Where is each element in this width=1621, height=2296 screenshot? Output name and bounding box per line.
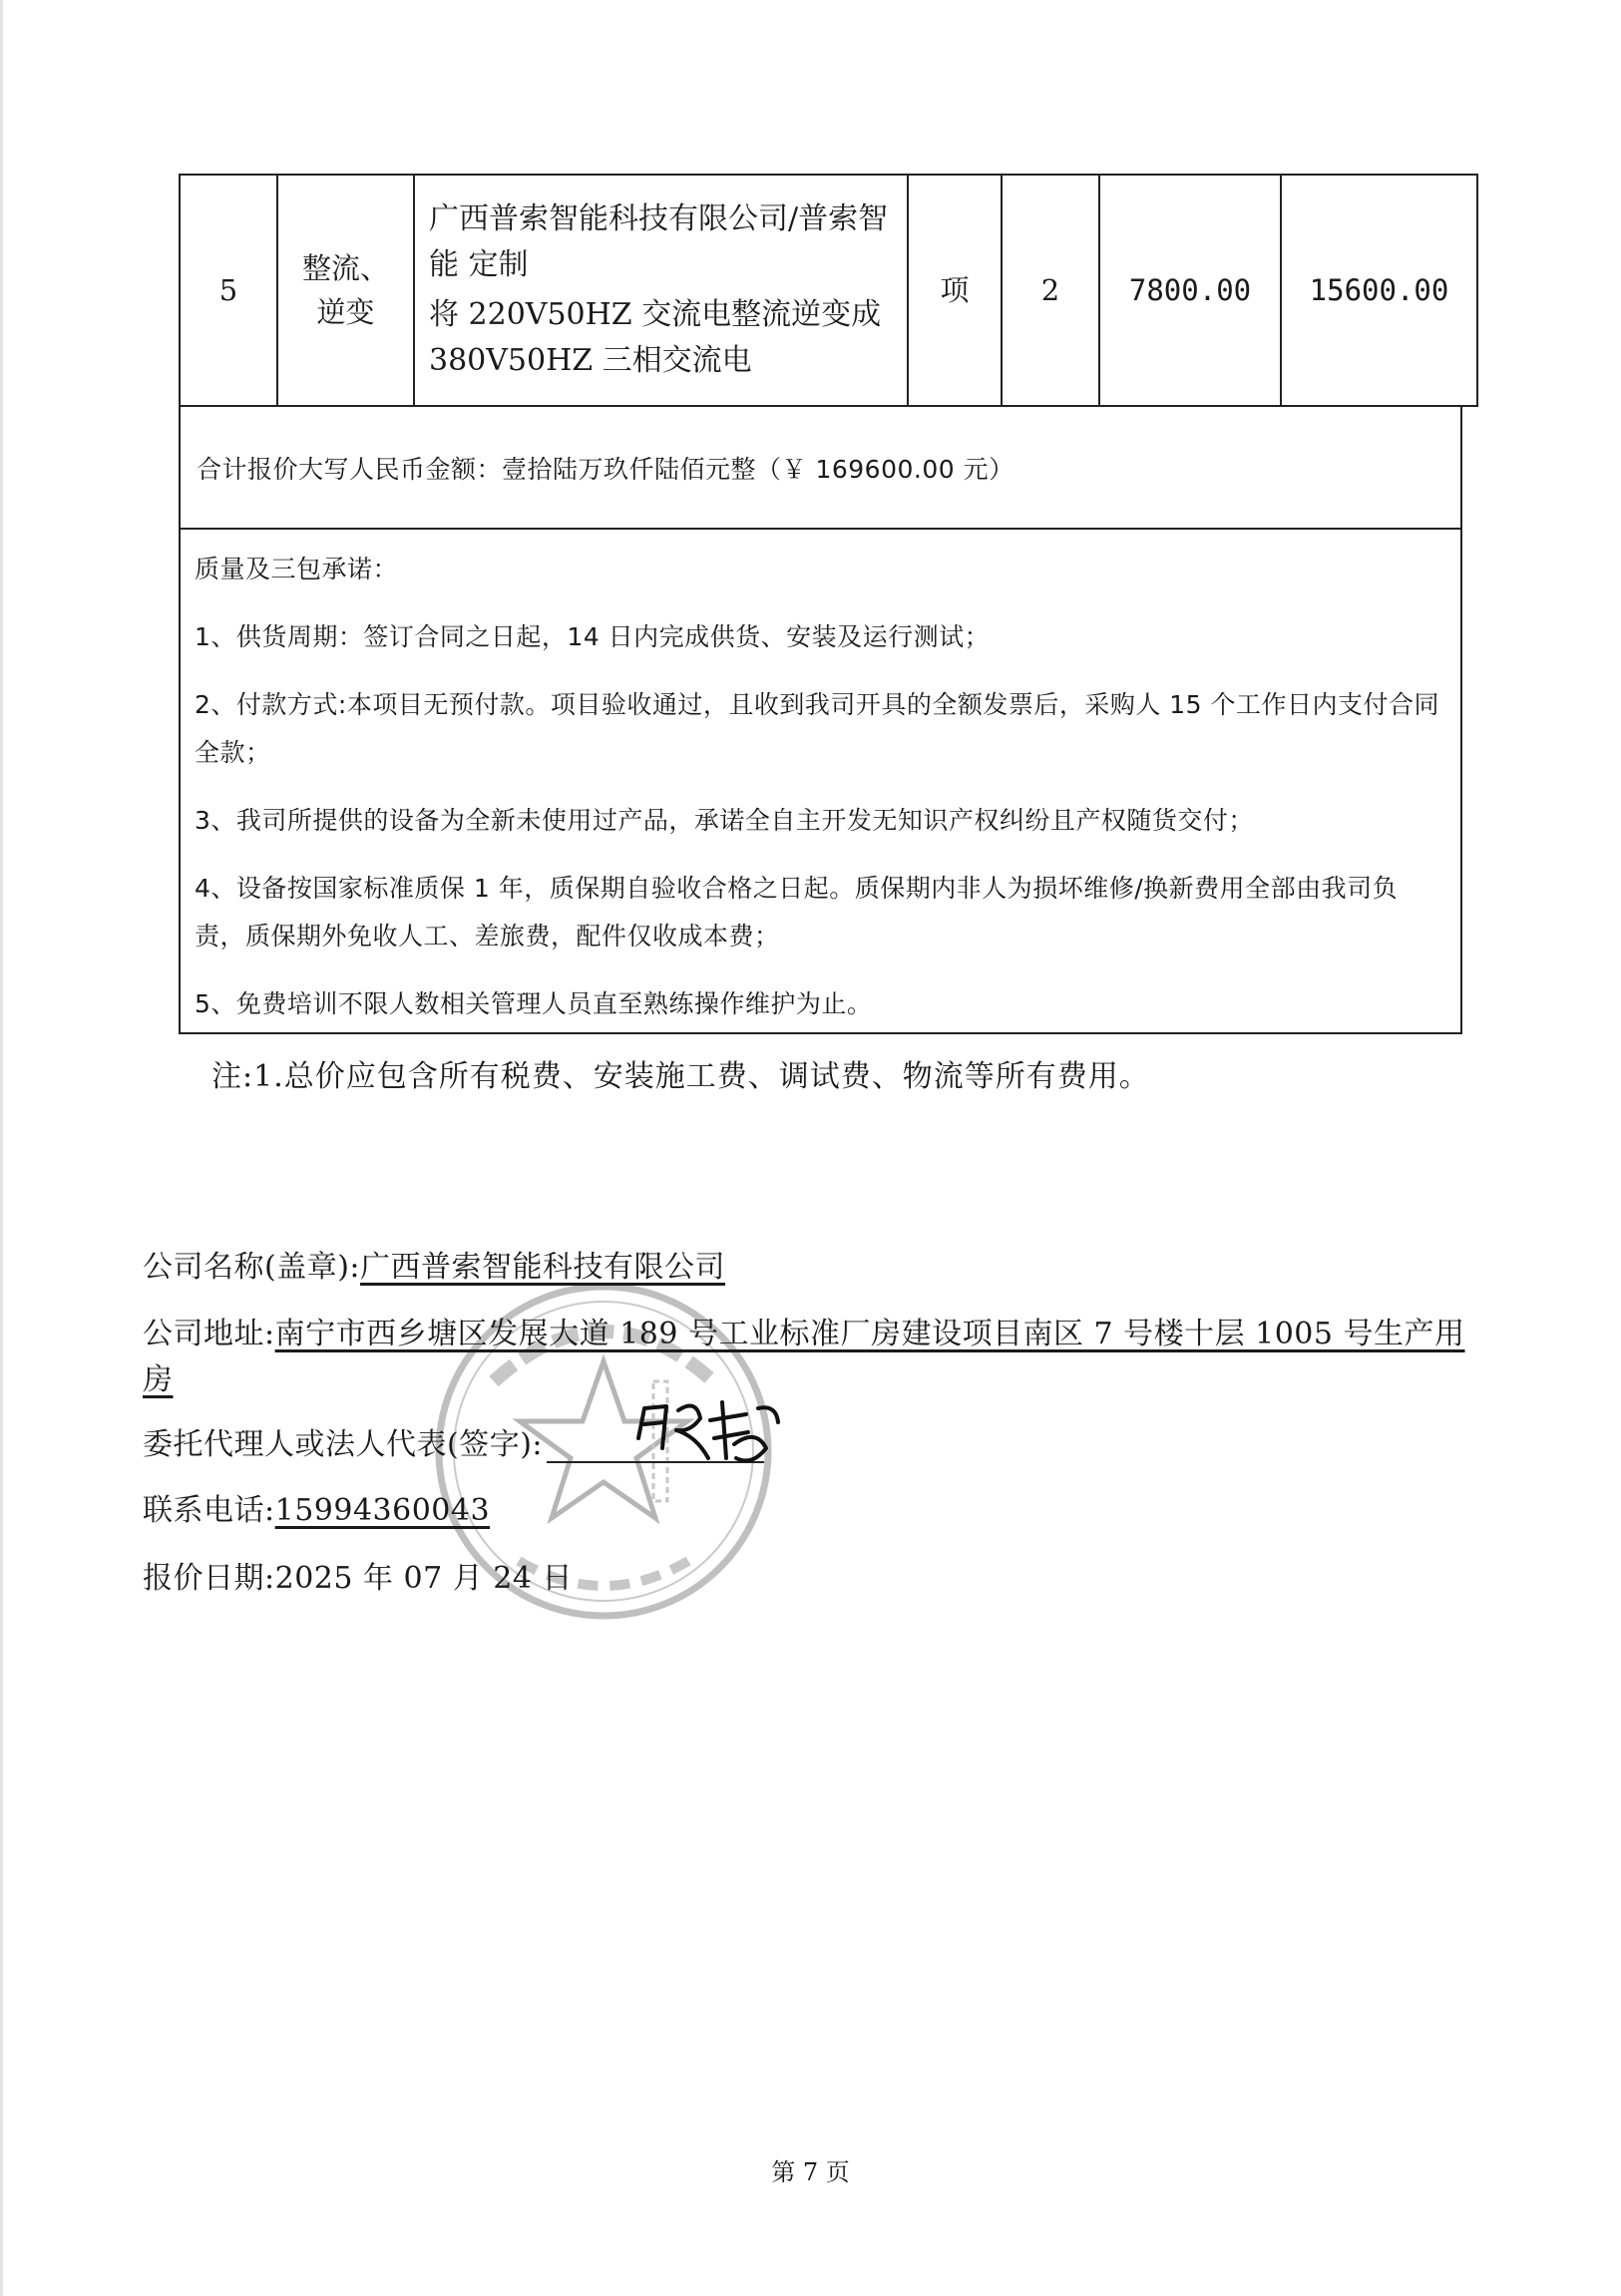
scan-edge-shadow: [0, 0, 8, 2296]
company-name-label: 公司名称(盖章):: [143, 1250, 361, 1285]
item-name: 整流、逆变: [301, 251, 389, 329]
item-description-cell: [414, 175, 908, 406]
quote-date-label: 报价日期:: [143, 1561, 275, 1596]
company-name-line: [143, 1242, 725, 1286]
company-address-line: [143, 1312, 1479, 1403]
quote-date-line: [143, 1553, 573, 1597]
agent-label: 委托代理人或法人代表(签字):: [143, 1427, 544, 1462]
item-number: 5: [180, 175, 277, 406]
phone-label: 联系电话:: [143, 1493, 275, 1528]
item-name-cell: [277, 175, 414, 406]
quote-date-value: 2025 年 07 月 24 日: [274, 1561, 573, 1596]
item-unit: 项: [908, 175, 1002, 406]
item-spec: 将 220V50HZ 交流电整流逆变成 380V50HZ 三相交流电: [429, 297, 882, 378]
promise-item-warranty: 4、设备按国家标准质保 1 年，质保期自验收合格之日起。质保期内非人为损坏维修/换新费用全部由我司负责，质保期外免收人工、差旅费，配件仅收成本费；: [195, 874, 1399, 951]
table-row: [180, 175, 1477, 406]
agent-signature-line: [143, 1419, 764, 1463]
phone-line: [143, 1485, 490, 1529]
promise-item-delivery: 1、供货周期：签订合同之日起，14 日内完成供货、安装及运行测试；: [195, 622, 991, 651]
promise-item-training: 5、免费培训不限人数相关管理人员直至熟练操作维护为止。: [195, 989, 873, 1018]
phone-value: 15994360043: [274, 1493, 491, 1528]
promise-title: 质量及三包承诺：: [195, 555, 399, 583]
promise-item-equipment: 3、我司所提供的设备为全新未使用过产品，承诺全自主开发无知识产权纠纷且产权随货交付；: [195, 806, 1254, 835]
item-quantity: 2: [1002, 175, 1099, 406]
item-unit-price: 7800.00: [1099, 175, 1281, 406]
price-note: 注:1.总价应包含所有税费、安装施工费、调试费、物流等所有费用。: [211, 1059, 1150, 1094]
company-address-value: 南宁市西乡塘区发展大道 189 号工业标准厂房建设项目南区 7 号楼十层 1005 号生产用房: [143, 1317, 1465, 1397]
item-table: [179, 174, 1478, 407]
item-total-price: 15600.00: [1281, 175, 1477, 406]
signature-underline: [547, 1431, 764, 1463]
company-name-value: 广西普索智能科技有限公司: [360, 1250, 726, 1285]
page-number: 第 7 页: [771, 2158, 850, 2186]
total-amount-text: 合计报价大写人民币金额：壹拾陆万玖仟陆佰元整（￥ 169600.00 元）: [197, 455, 1014, 484]
company-address-label: 公司地址:: [143, 1317, 275, 1351]
item-brand: 广西普索智能科技有限公司/普索智能 定制: [429, 201, 889, 282]
total-amount-box: [179, 407, 1462, 530]
promise-item-payment: 2、付款方式:本项目无预付款。项目验收通过，且收到我司开具的全额发票后，采购人 15 个工作日内支付合同全款；: [195, 690, 1440, 767]
quality-promise-box: [179, 530, 1462, 1034]
